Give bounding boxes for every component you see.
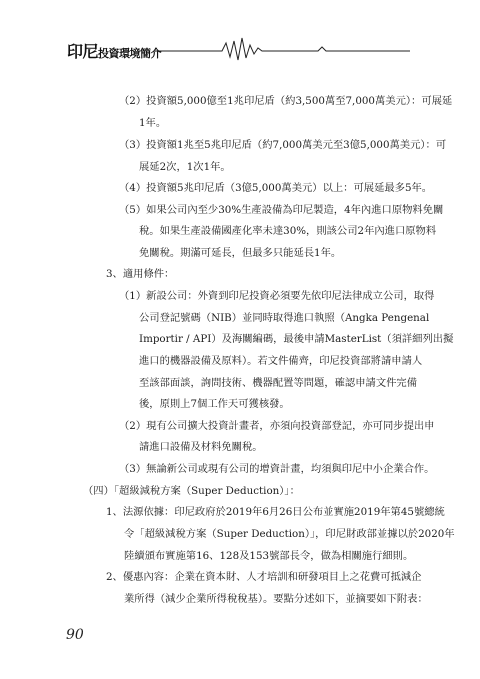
running-header xyxy=(0,0,480,70)
text-line: 進口的機器設備及原料）。若文件備齊，印尼投資部將請申請人 xyxy=(139,355,423,367)
text-line: （1）新設公司：外資到印尼投資必須要先依印尼法律成立公司，取得 xyxy=(119,290,435,302)
page-number: 90 xyxy=(66,627,84,643)
header-heartbeat-rule xyxy=(0,0,480,70)
text-line: 3、適用條件： xyxy=(106,268,175,280)
text-line: 展延2次，1次1年。 xyxy=(139,161,231,173)
text-line: （2）投資額5,000億至1兆印尼盾（約3,500萬至7,000萬美元）：可展延 xyxy=(119,95,453,107)
text-line: 令「超級減稅方案（Super Deduction）」，印尼財政部並據以於2020年 xyxy=(124,528,455,540)
text-line: 免關稅。期滿可延長，但最多只能延長1年。 xyxy=(139,247,342,259)
heartbeat-line xyxy=(155,38,410,60)
text-line: 1年。 xyxy=(139,117,167,129)
text-line: 1、法源依據：印尼政府於2019年6月26日公布並實施2019年第45號總統 xyxy=(106,506,445,518)
text-line: （3）無論新公司或現有公司的增資計畫，均須與印尼中小企業合作。 xyxy=(119,463,435,475)
text-line: 陸續頒布實施第16、128及153號部長令，做為相關施行細則。 xyxy=(124,550,414,562)
text-line: （3）投資額1兆至5兆印尼盾（約7,000萬美元至3億5,000萬美元）：可 xyxy=(119,139,447,151)
text-line: 2、優惠內容：企業在資本財、人才培訓和研發項目上之花費可抵減企 xyxy=(106,571,422,583)
header-title-sub: 投資環境簡介 xyxy=(98,47,162,60)
text-line: 稅。如果生產設備國產化率未達30%，則該公司2年內進口原物料 xyxy=(139,225,437,237)
text-line: 至該部面談，詢問技術、機器配置等問題，確認申請文件完備 xyxy=(139,377,418,389)
text-line: Importir / API）及海關編碼，最後申請MasterList（須詳細列出擬 xyxy=(139,333,454,345)
text-line: （5）如果公司內至少30%生產設備為印尼製造，4年內進口原物料免關 xyxy=(119,204,444,216)
text-line: （2）現有公司擴大投資計畫者，亦須向投資部登記，亦可同步提出申 xyxy=(119,420,435,432)
text-line: 後，原則上7個工作天可獲核發。 xyxy=(139,398,290,410)
section-heading: （四）「超級減稅方案（Super Deduction）」： xyxy=(83,485,300,497)
text-line: 公司登記號碼（NIB）並同時取得進口執照（Angka Pengenal xyxy=(139,312,430,324)
text-line: 請進口設備及材料免關稅。 xyxy=(139,441,263,453)
header-title-main: 印尼 xyxy=(67,42,99,61)
text-line: 業所得（減少企業所得稅稅基）。要點分述如下，並摘要如下附表： xyxy=(124,593,428,605)
text-line: （4）投資額5兆印尼盾（3億5,000萬美元）以上：可展延最多5年。 xyxy=(119,182,433,194)
